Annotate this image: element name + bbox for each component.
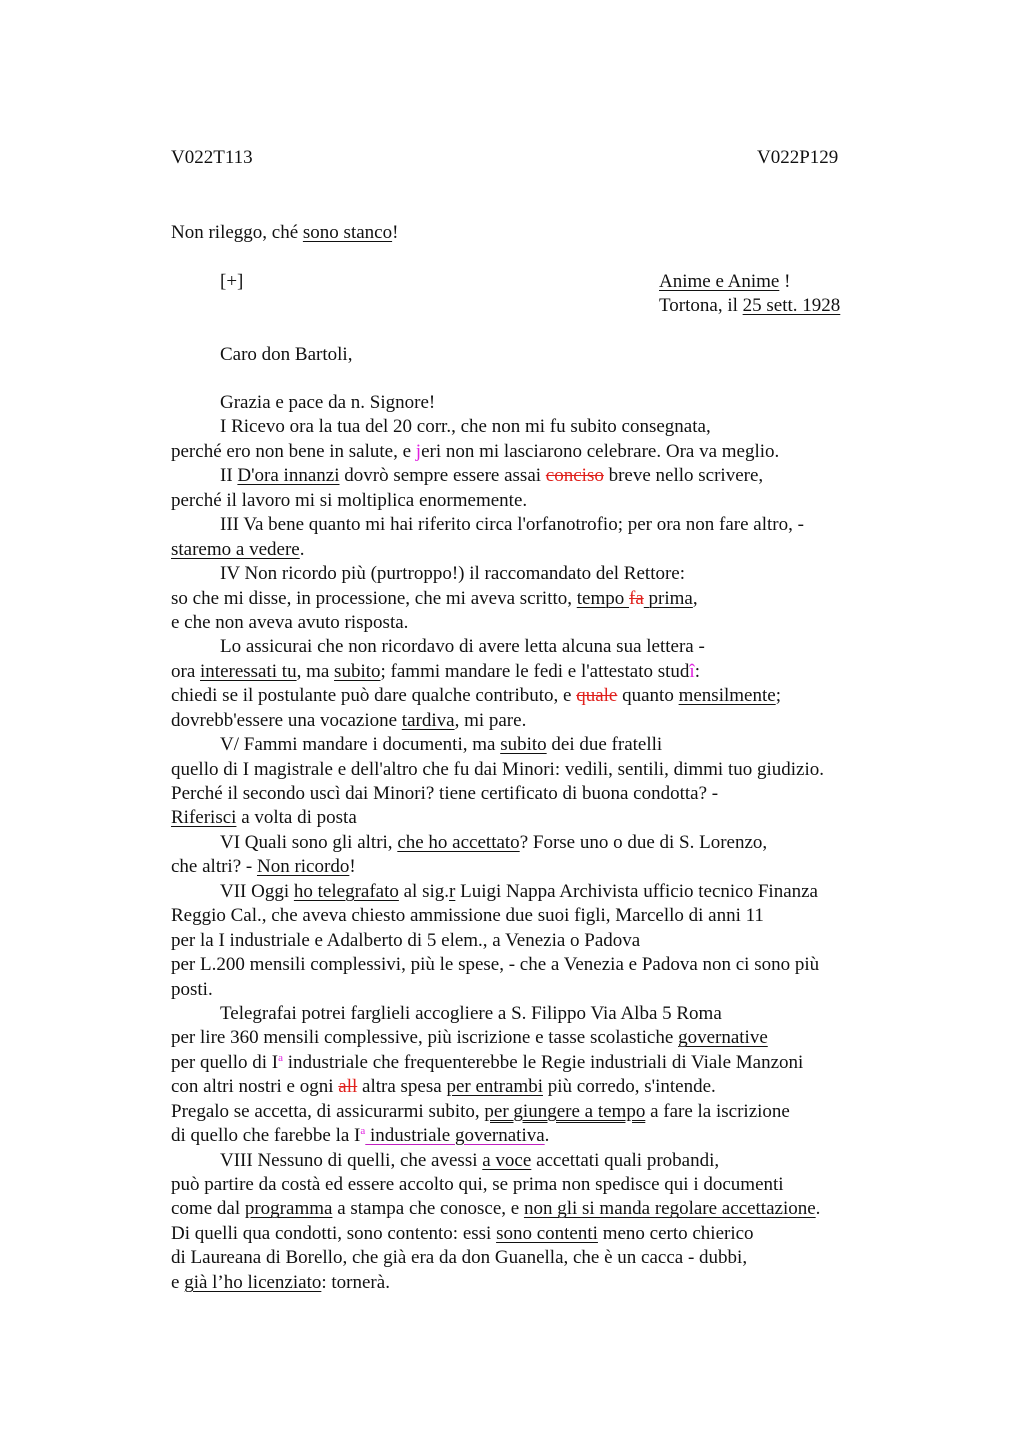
archive-code-left: V022T113	[171, 147, 253, 168]
text-line: che altri? - Non ricordo!	[171, 856, 356, 878]
text-line: Di quelli qua condotti, sono contento: essi sono contenti meno certo chierico	[171, 1222, 754, 1244]
text-line: e già l’ho licenziato: tornerà.	[171, 1271, 390, 1293]
text-line: per quello di $I^a$ industriale che frequenterebbe le Regie industriali di Viale Manzoni	[171, 1051, 804, 1073]
reread-note: Non rileggo, ché sono stanco!	[171, 222, 399, 243]
text-line: IV Non ricordo più (purtroppo!) il raccomandato del Rettore:	[220, 563, 686, 585]
text-line: I Ricevo ora la tua del 20 corr., che non mi fu subito consegnata,	[220, 416, 711, 438]
text-line: Telegrafai potrei farglieli accogliere a S. Filippo Via Alba 5 Roma	[220, 1002, 722, 1024]
text-line: quello di I magistrale e dell'altro che fu dai Minori: vedili, sentili, dimmi tuo giudizio.	[171, 758, 824, 780]
archive-code-right: V022P129	[757, 147, 839, 168]
text-line: ora interessati tu, ma subito; fammi mandare le fedi e l'attestato studî:	[171, 660, 700, 682]
text-line: III Va bene quanto mi hai riferito circa l'orfanotrofio; per ora non fare altro, -	[220, 514, 804, 536]
text-line: come dal programma a stampa che conosce, e non gli si manda regolare accettazione.	[171, 1198, 821, 1220]
text-line: Pregalo se accetta, di assicurarmi subito, per giungere a tempo a fare la iscrizione	[171, 1100, 790, 1122]
text-line: so che mi disse, in processione, che mi aveva scritto, tempo fa prima,	[171, 587, 698, 609]
text-line: di quello che farebbe la $I^a$ industriale governativa.	[171, 1125, 550, 1147]
text-line: per L.200 mensili complessivi, più le spese, - che a Venezia e Padova non ci sono più	[171, 954, 820, 976]
text-line: II D'ora innanzi dovrò sempre essere assai conciso breve nello scrivere,	[220, 465, 764, 487]
text-line: Perché il secondo uscì dai Minori? tiene certificato di buona condotta? -	[171, 783, 719, 804]
text-line: VI Quali sono gli altri, che ho accettato? Forse uno o due di S. Lorenzo,	[220, 831, 768, 853]
text-line: VII Oggi ho telegrafato al sig.r Luigi Nappa Archivista ufficio tecnico Finanza	[220, 880, 818, 902]
text-line: Reggio Cal., che aveva chiesto ammissione due suoi figli, Marcello di anni 11	[171, 905, 764, 927]
text-line: VIII Nessuno di quelli, che avessi a voce accettati quali probandi,	[220, 1149, 720, 1171]
text-line: posti.	[171, 978, 213, 1000]
text-line: dovrebb'essere una vocazione tardiva, mi pare.	[171, 709, 527, 731]
text-line: Grazia e pace da n. Signore!	[220, 392, 436, 413]
text-line: con altri nostri e ogni all altra spesa per entrambi più corredo, s'intende.	[171, 1076, 716, 1098]
text-line: Riferisci a volta di posta	[171, 807, 357, 829]
text-line: perché il lavoro mi si moltiplica enormemente.	[171, 489, 528, 511]
letter-body	[171, 391, 891, 1295]
text-line: per lire 360 mensili complessive, più iscrizione e tasse scolastiche governative	[171, 1027, 768, 1049]
text-line: può partire da costà ed essere accolto qui, se prima non spedisce qui i documenti	[171, 1174, 784, 1195]
text-line: per la I industriale e Adalberto di 5 elem., a Venezia o Padova	[171, 929, 641, 951]
salutation: Caro don Bartoli,	[220, 344, 353, 365]
text-line: V/ Fammi mandare i documenti, ma subito dei due fratelli	[220, 734, 663, 756]
text-line: perché ero non bene in salute, e jeri non mi lasciarono celebrare. Ora va meglio.	[171, 440, 780, 462]
motto: Anime e Anime !	[659, 271, 791, 292]
place-date: Tortona, il 25 sett. 1928	[659, 295, 841, 316]
text-line: di Laureana di Borello, che già era da don Guanella, che è un cacca - dubbi,	[171, 1247, 748, 1269]
text-line: Lo assicurai che non ricordavo di avere letta alcuna sua lettera -	[220, 636, 705, 658]
cross-mark: [+]	[220, 271, 244, 292]
text-line: chiedi se il postulante può dare qualche contributo, e quale quanto mensilmente;	[171, 685, 781, 707]
text-line: e che non aveva avuto risposta.	[171, 611, 409, 633]
text-line: staremo a vedere.	[171, 538, 305, 560]
